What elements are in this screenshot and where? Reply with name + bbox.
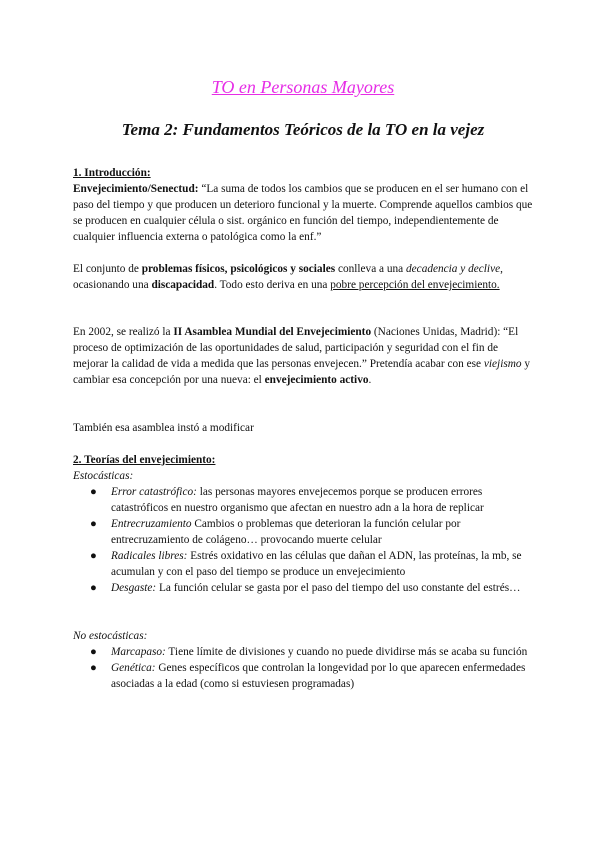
- paragraph-definition: [73, 181, 533, 245]
- definition-text: “La suma de todos los cambios que se producen en el ser humano con el paso del tiempo y que producen un deterioro funcional y la muerte. Comprende aquellos cambios que se producen en cualquier célula o sist. orgánico en función del tiempo, independientemente de cualquier influencia externa o patológica como la enf.”: [73, 183, 533, 243]
- section-1: [73, 165, 533, 245]
- list-item: ● Error catastrófico: las personas mayores envejecemos porque se producen errores catastróficos en nuestro organismo que afectan en nuestro adn a la hora de replicar: [90, 486, 484, 514]
- term-discapacidad: discapacidad: [151, 279, 215, 291]
- list-no-estocasticas: [73, 644, 533, 692]
- paragraph-asamblea-insto: También esa asamblea instó a modificar: [73, 422, 254, 434]
- term-envejecimiento-activo: envejecimiento activo: [264, 374, 369, 386]
- bullet-icon: ●: [90, 486, 97, 498]
- term-envejecimiento: Envejecimiento/Senectud:: [73, 183, 199, 195]
- bullet-icon: ●: [90, 550, 97, 562]
- list-estocasticas: [73, 484, 533, 596]
- paragraph-asamblea: En 2002, se realizó la II Asamblea Mundial del Envejecimiento (Naciones Unidas, Madrid): “El proceso de optimización de las oportunidades de salud, participación y seguridad con el fin de mejorar la calidad de vida a medida que las personas envejecen.” Pretendía acabar con ese viejismo y cambiar esa concepción por una nueva: el envejecimiento activo.: [73, 326, 531, 386]
- term-problemas: problemas físicos, psicológicos y sociales: [141, 263, 336, 275]
- term-asamblea: II Asamblea Mundial del Envejecimiento: [173, 326, 372, 338]
- list-item: ● Entrecruzamiento Cambios o problemas que deterioran la función celular por entrecruzamiento de colágeno… provocando muerte celular: [90, 518, 461, 546]
- bullet-icon: ●: [90, 662, 97, 674]
- term-viejismo: viejismo: [483, 358, 522, 370]
- list-item: ● Radicales libres: Estrés oxidativo en las células que dañan el ADN, las proteínas, la mb, se acumulan y con el paso del tiempo se produce un envejecimiento: [90, 550, 522, 578]
- bullet-icon: ●: [90, 582, 97, 594]
- bullet-icon: ●: [90, 518, 97, 530]
- list-item: ● Genética: Genes específicos que controlan la longevidad por lo que aparecen enfermedades asociadas a la edad (como si estuviesen programadas): [90, 662, 526, 690]
- paragraph-problemas: El conjunto de problemas físicos, psicológicos y sociales conlleva a una decadencia y declive, ocasionando una discapacidad. Todo esto deriva en una pobre percepción del envejecimiento.: [73, 263, 503, 291]
- group-no-estocasticas: [73, 628, 533, 692]
- section-2-heading: 2. Teorías del envejecimiento:: [73, 454, 216, 466]
- section-2: [73, 452, 533, 596]
- document-subtitle: Tema 2: Fundamentos Teóricos de la TO en la vejez: [121, 120, 485, 139]
- group-label-no-estocasticas: No estocásticas:: [73, 630, 148, 642]
- group-label-estocasticas: Estocásticas:: [73, 470, 134, 482]
- underlined-phrase: pobre percepción del envejecimiento.: [330, 279, 500, 291]
- list-item: ● Desgaste: La función celular se gasta por el paso del tiempo del uso constante del estrés…: [90, 582, 521, 594]
- bullet-icon: ●: [90, 646, 97, 658]
- list-item: ● Marcapaso: Tiene límite de divisiones y cuando no puede dividirse más se acaba su función: [90, 646, 528, 658]
- document-title: TO en Personas Mayores: [211, 77, 395, 97]
- section-1-heading: 1. Introducción:: [73, 167, 151, 179]
